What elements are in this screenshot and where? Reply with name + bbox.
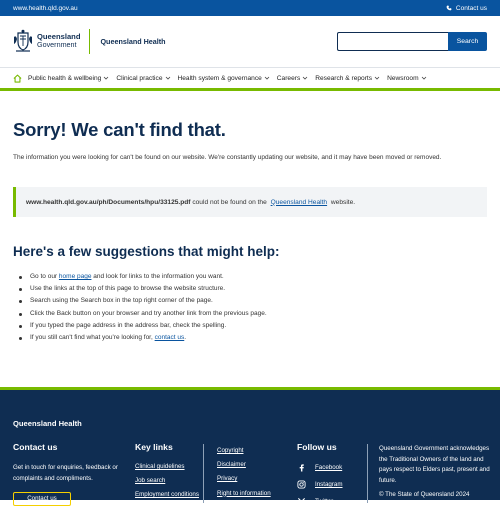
chevron-down-icon: [103, 75, 109, 81]
nav-item-research[interactable]: [315, 75, 380, 82]
not-found-callout: [13, 187, 487, 217]
key-link-employment-conditions[interactable]: Employment conditions: [135, 491, 199, 498]
chevron-down-icon: [421, 75, 427, 81]
header-divider: [89, 29, 90, 54]
footer-acknowledgement: [367, 444, 492, 503]
footer-contact-heading: Contact us: [13, 442, 58, 452]
footer-legal-links: [203, 444, 271, 503]
key-link-clinical-guidelines[interactable]: Clinical guidelines: [135, 463, 185, 470]
instagram-icon: [297, 480, 306, 489]
footer-contact-button[interactable]: Contact us: [13, 492, 71, 506]
callout-text-before: could not be found on the: [192, 198, 267, 206]
nav-item-clinical-practice[interactable]: [116, 75, 170, 82]
follow-heading: Follow us: [297, 442, 337, 452]
nav-item-label: Careers: [276, 74, 301, 82]
intro-text: The information you were looking for can't be found on our website. We're constantly updating our website, and it may have been moved or removed.: [13, 154, 442, 161]
privacy-link[interactable]: Privacy: [217, 475, 238, 483]
nav-item-label: Public health & wellbeing: [28, 74, 102, 82]
main-content: [0, 119, 500, 344]
chevron-down-icon: [302, 75, 308, 81]
chevron-down-icon: [165, 75, 171, 81]
queensland-health-link[interactable]: Queensland Health: [270, 198, 328, 206]
suggestion-text: If you still can't find what you're looking for,: [30, 334, 153, 342]
social-facebook[interactable]: [297, 459, 343, 476]
facebook-icon: [297, 463, 306, 472]
government-wordmark[interactable]: [37, 33, 80, 50]
nav-item-newsroom[interactable]: [387, 75, 427, 82]
twitter-icon: [297, 497, 306, 506]
suggestion-text: and look for links to the information you want.: [93, 273, 224, 280]
list-item: Click the Back button on your browser and try another link from the previous page.: [13, 308, 487, 320]
utility-bar: [0, 0, 500, 16]
footer-contact-text: Get in touch for enquiries, feedback or complaints and compliments.: [13, 464, 118, 482]
copyright-text: © The State of Queensland 2024: [379, 491, 470, 499]
nav-item-careers[interactable]: [277, 75, 308, 82]
list-item: [13, 332, 487, 344]
suggestions-heading: Here's a few suggestions that might help:: [13, 244, 280, 259]
social-label: Facebook: [315, 464, 343, 471]
suggestion-text: .: [184, 334, 187, 342]
missing-url: www.health.qld.gov.au/ph/Documents/hpu/33125.pdf: [26, 198, 191, 206]
topbar-contact-label: Contact us: [455, 4, 487, 12]
queensland-crest-icon[interactable]: [13, 29, 33, 53]
nav-item-label: Newsroom: [387, 74, 419, 82]
list-item: If you typed the page address in the address bar, check the spelling.: [13, 320, 487, 332]
social-twitter[interactable]: [297, 493, 343, 510]
list-item: Search using the Search box in the top right corner of the page.: [13, 295, 487, 307]
home-page-link[interactable]: home page: [58, 273, 92, 280]
social-label: Instagram: [315, 481, 343, 488]
nav-item-label: Health system & governance: [177, 74, 262, 82]
callout-text-after: website.: [330, 198, 356, 206]
disclaimer-link[interactable]: Disclaimer: [217, 461, 246, 469]
contact-us-link[interactable]: contact us: [154, 334, 185, 342]
acknowledgement-text: Queensland Government acknowledges the Traditional Owners of the land and pays respect to Elders past, present and future.: [379, 445, 490, 484]
key-links-heading: Key links: [135, 442, 173, 452]
footer-brand: Queensland Health: [13, 419, 82, 428]
chevron-down-icon: [374, 75, 380, 81]
search-button[interactable]: Search: [448, 32, 487, 51]
nav-item-label: Clinical practice: [116, 74, 163, 82]
gov-line1: Queensland: [37, 31, 81, 41]
main-nav: [0, 67, 500, 91]
right-to-information-link[interactable]: Right to information: [217, 489, 271, 497]
gov-line2: Government: [37, 40, 77, 49]
nav-item-health-system[interactable]: [178, 75, 270, 82]
suggestions-list: [13, 271, 487, 344]
social-instagram[interactable]: [297, 476, 343, 493]
footer-key-links: [135, 442, 199, 502]
page-title: Sorry! We can't find that.: [13, 119, 226, 140]
chevron-down-icon: [264, 75, 270, 81]
list-item: Use the links at the top of this page to browse the website structure.: [13, 283, 487, 295]
search-form: [337, 32, 487, 51]
list-item: [13, 271, 487, 283]
search-input[interactable]: [337, 32, 448, 51]
footer-contact: [13, 442, 118, 506]
suggestion-text: Go to our: [30, 273, 58, 280]
site-link[interactable]: www.health.qld.gov.au: [13, 4, 78, 12]
social-label: Twitter: [315, 498, 334, 505]
nav-item-label: Research & reports: [315, 74, 373, 82]
site-title[interactable]: Queensland Health: [100, 36, 166, 46]
phone-icon: [446, 5, 452, 11]
home-icon[interactable]: [13, 74, 22, 83]
key-link-job-search[interactable]: Job search: [135, 477, 166, 484]
topbar-contact-link[interactable]: [446, 5, 487, 12]
copyright-link[interactable]: Copyright: [217, 447, 244, 454]
nav-item-public-health[interactable]: [28, 75, 109, 82]
footer-follow: [297, 442, 343, 510]
site-footer: [0, 387, 500, 505]
